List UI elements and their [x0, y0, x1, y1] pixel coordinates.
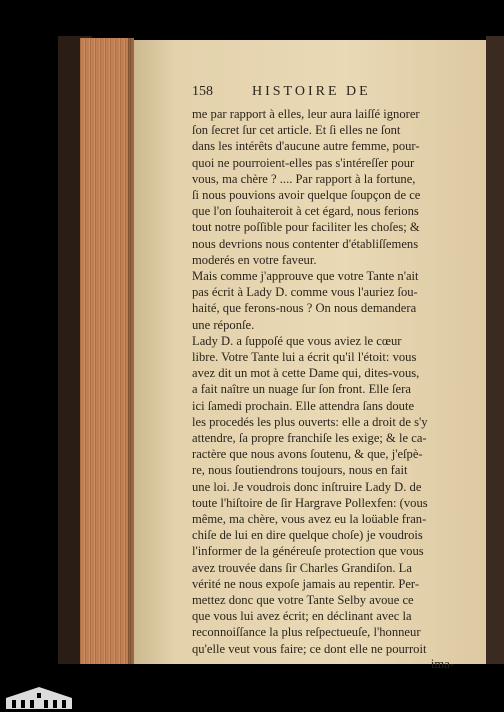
text-line: a fait naître un nuage ſur ſon front. Elle ſera [192, 382, 411, 397]
text-line: même, ma chère, vous avez eu la loüable fran- [192, 512, 427, 526]
text-line: dans les intérêts d'aucune autre femme, pour- [192, 139, 420, 154]
book-cover-right [486, 36, 504, 664]
text-line: me par rapport à elles, leur aura laiſſé ignorer [192, 107, 420, 121]
text-line: l'informer de la généreuſe protection que vous [192, 544, 424, 559]
text-line: vous, ma chère ? .... Par rapport à la fortune, [192, 171, 416, 186]
text-line: libre. Votre Tante lui a écrit qu'il l'étoit: vous [192, 350, 417, 364]
library-building-logo-icon [4, 684, 74, 710]
page-header [192, 84, 454, 102]
text-line: haité, que ferons-nous ? On nous demandera [192, 301, 417, 316]
text-line: vérité ne nous expoſe jamais au repentir. Per- [192, 576, 420, 591]
text-line: nous devrions nous contenter d'établiſſemens [192, 236, 419, 251]
text-line: les procedés les plus ouverts: elle a droit de s'y [192, 414, 428, 429]
page-number: 158 [192, 84, 213, 99]
page-edges [80, 38, 134, 664]
text-line: ici ſamedi prochain. Elle attendra ſans doute [192, 398, 415, 413]
text-line: chiſe de lui en dire quelque choſe) je voudrois [192, 528, 423, 543]
text-line: que vous lui avez écrit; en déclinant avec la [192, 609, 412, 624]
text-line: re, nous ſoutiendrons toujours, nous en fait [192, 463, 408, 478]
text-line: mettez donc que votre Tante Selby avoue ce [192, 593, 414, 607]
catchword: ima- [430, 656, 454, 671]
text-line: toute l'hiſtoire de ſir Hargrave Pollexfen: (vous [192, 495, 428, 510]
text-line: ractère que nous avons ſoutenu, & que, j'eſpè- [192, 447, 423, 462]
text-line: qu'elle veut vous faire; ce dont elle ne pourroit [192, 641, 427, 656]
text-line: que l'on ſouhaiteroit à cet égard, nous ferions [192, 204, 419, 219]
text-line: une réponſe. [192, 317, 255, 332]
text-line: avez dit un mot à cette Dame qui, dites-vous, [192, 366, 420, 381]
text-line: moderés en votre faveur. [192, 252, 317, 267]
text-line: reconnoiſſance la plus reſpectueuſe, l'honneur [192, 625, 421, 640]
running-title: HISTOIRE DE [252, 84, 371, 99]
footer-bar [0, 676, 504, 712]
text-line: une loi. Je voudrois donc inſtruire Lady D. de [192, 479, 422, 494]
text-line: ſon ſecret ſur cet article. Et ſi elles ne ſont [192, 123, 401, 138]
text-line: attendre, ſa propre franchiſe les exige; & le ca- [192, 431, 427, 445]
text-line: tout notre poſſible pour faciliter les choſes; & [192, 220, 420, 235]
text-line: avez trouvée dans ſir Charles Grandiſon. La [192, 560, 412, 575]
text-line: ſi nous pouvions avoir quelque ſoupçon de ce [192, 188, 421, 202]
text-line: pas écrit à Lady D. comme vous l'auriez ſou- [192, 285, 418, 300]
text-line: Lady D. a ſuppoſé que vous aviez le cœur [192, 333, 402, 348]
text-line: Mais comme j'approuve que votre Tante n'ait [192, 269, 419, 283]
text-line: quoi ne pourroient-elles pas s'intéreſſer pour [192, 155, 415, 170]
